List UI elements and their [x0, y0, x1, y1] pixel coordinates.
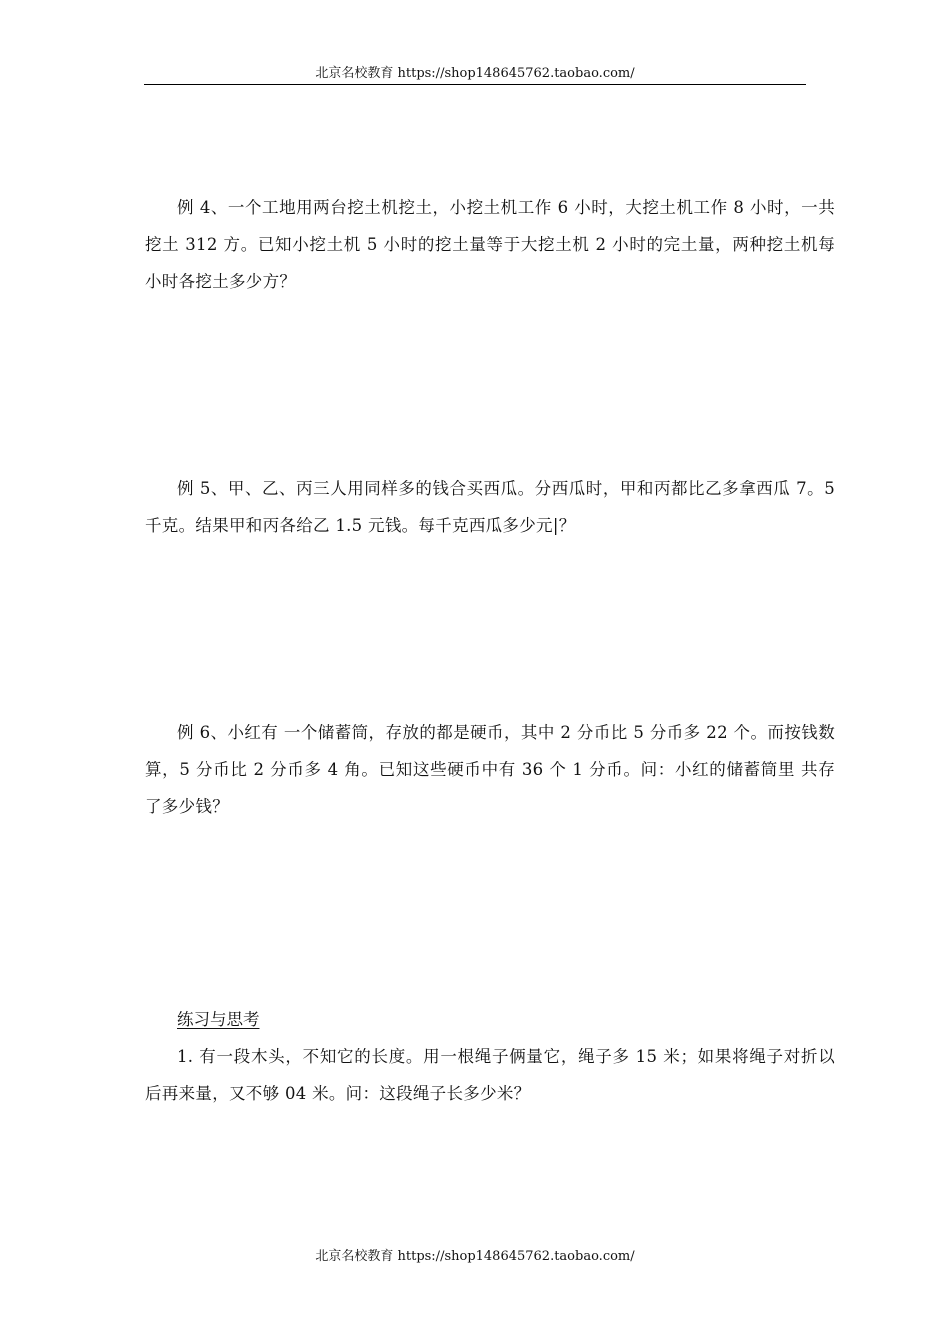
example-4-paragraph: 例 4、一个工地用两台挖土机挖土，小挖土机工作 6 小时，大挖土机工作 8 小时，一共挖土 312 方。已知小挖土机 5 小时的挖土量等于大挖土机 2 小时的完土量，两种挖土机每小时各挖土多少方？ — [145, 198, 835, 291]
practice-section-title: 练习与思考 — [177, 1010, 260, 1029]
page-footer: 北京名校教育 https://shop148645762.taobao.com/ — [315, 1249, 635, 1264]
practice-item-1: 1. 有一段木头，不知它的长度。用一根绳子俩量它，绳子多 15 米；如果将绳子对折以后再来量，又不够 04 米。问：这段绳子长多少米？ — [145, 1047, 835, 1103]
example-5-paragraph: 例 5、甲、乙、丙三人用同样多的钱合买西瓜。分西瓜时，甲和丙都比乙多拿西瓜 7。5 千克。结果甲和丙各给乙 1.5 元钱。每千克西瓜多少元|？ — [145, 479, 835, 535]
example-6-paragraph: 例 6、小红有 一个储蓄筒，存放的都是硬币，其中 2 分币比 5 分币多 22 个。而按钱数算，5 分币比 2 分币多 4 角。已知这些硬币中有 36 个 1 分币。问：小红的储蓄筒里 共存了多少钱？ — [145, 723, 835, 816]
page-header: 北京名校教育 https://shop148645762.taobao.com/ — [315, 66, 635, 81]
header-divider — [144, 84, 806, 85]
